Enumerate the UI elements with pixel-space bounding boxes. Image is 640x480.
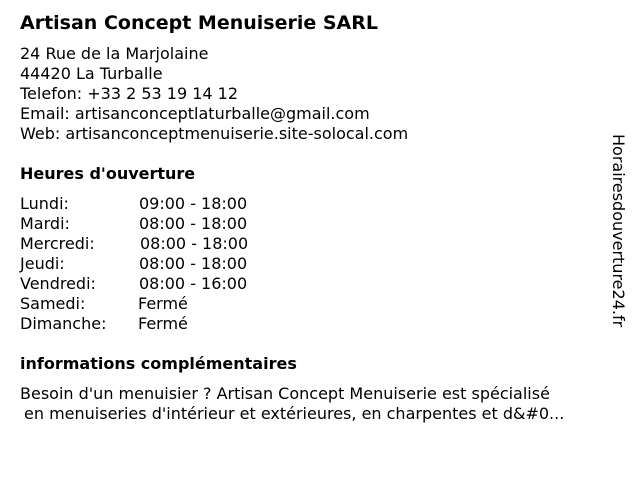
day-label: Dimanche: — [20, 314, 107, 333]
day-hours: Fermé — [138, 294, 188, 313]
day-hours: 08:00 - 18:00 — [139, 254, 248, 273]
additional-info-heading: informations complémentaires — [20, 354, 297, 373]
site-watermark: Horairesdouverture24.fr — [609, 134, 628, 328]
city-address: 44420 La Turballe — [20, 64, 163, 83]
day-hours: 08:00 - 18:00 — [139, 214, 248, 233]
day-hours: 08:00 - 16:00 — [139, 274, 248, 293]
email-address: Email: artisanconceptlaturballe@gmail.com — [20, 104, 370, 123]
description-line: Besoin d'un menuisier ? Artisan Concept Menuiserie est spécialisé — [20, 384, 550, 403]
day-label: Vendredi: — [20, 274, 96, 293]
day-label: Mardi: — [20, 214, 70, 233]
website-address: Web: artisanconceptmenuiserie.site-solocal.com — [20, 124, 409, 143]
street-address: 24 Rue de la Marjolaine — [20, 44, 209, 63]
day-label: Samedi: — [20, 294, 86, 313]
day-label: Jeudi: — [20, 254, 65, 273]
opening-hours-heading: Heures d'ouverture — [20, 164, 196, 183]
phone-number: Telefon: +33 2 53 19 14 12 — [20, 84, 239, 103]
day-hours: 08:00 - 18:00 — [140, 234, 249, 253]
day-label: Mercredi: — [20, 234, 95, 253]
day-hours: 09:00 - 18:00 — [139, 194, 248, 213]
business-name: Artisan Concept Menuiserie SARL — [20, 12, 378, 34]
contact-block — [20, 44, 408, 144]
day-hours: Fermé — [138, 314, 188, 333]
business-description — [20, 384, 564, 424]
description-line: en menuiseries d'intérieur et extérieures, en charpentes et d&#0... — [24, 404, 565, 423]
day-label: Lundi: — [20, 194, 69, 213]
